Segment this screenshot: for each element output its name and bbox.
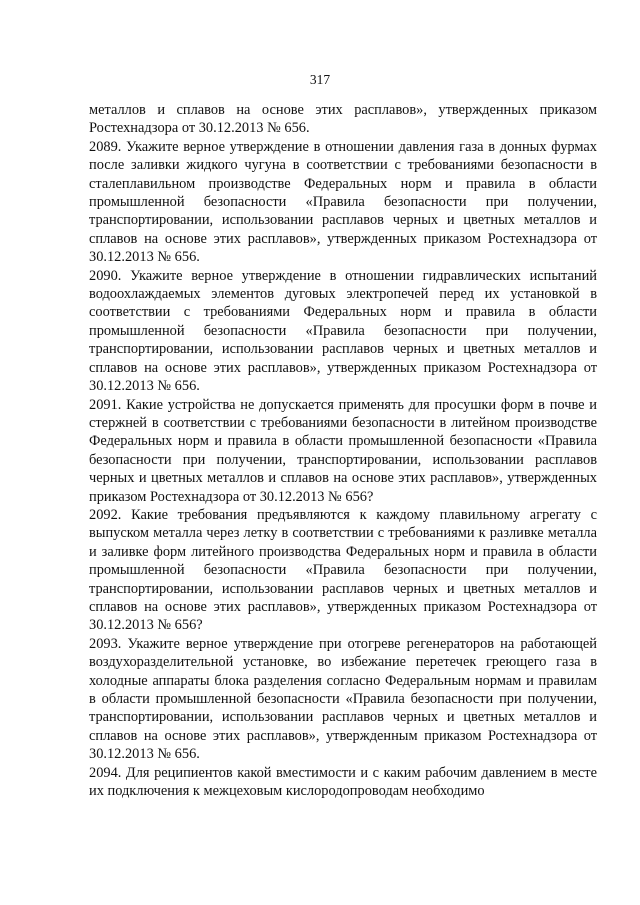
question-2089: 2089. Укажите верное утверждение в отношении давления газа в донных фурмах после заливки жидкого чугуна в соответствии с требованиями безопасности в сталеплавильном производстве Федеральных норм и правила в области промышленной безопасности «Правила безопасности при получении, транспортировании, использовании расплавов черных и цветных металлов и сплавов на основе этих расплавов», утвержденных приказом Ростехнадзора от 30.12.2013 № 656. — [89, 138, 597, 266]
question-2092: 2092. Какие требования предъявляются к каждому плавильному агрегату с выпуском металла через летку в соответствии с требованиями к разливке металла и заливке форм литейного производства Федеральных норм и правила в области промышленной безопасности «Правила безопасности при получении, транспортировании, использовании расплавов черных и цветных металлов и сплавов на основе этих расплавов», утвержденных приказом Ростехнадзора от 30.12.2013 № 656? — [89, 506, 597, 634]
question-2091: 2091. Какие устройства не допускается применять для просушки форм в почве и стержней в соответствии с требованиями безопасности в литейном производстве Федеральных норм и правила в области промышленной безопасности «Правила безопасности при получении, транспортировании, использовании расплавов черных и цветных металлов и сплавов на основе этих расплавов», утвержденных приказом Ростехнадзора от 30.12.2013 № 656? — [89, 396, 597, 505]
question-2093: 2093. Укажите верное утверждение при отогреве регенераторов на работающей воздухоразделительной установке, во избежание перетечек греющего газа в холодные аппараты блока разделения согласно Федеральным нормам и правилам в области промышленной безопасности «Правила безопасности при получении, транспортировании, использовании расплавов черных и цветных металлов и сплавов на основе этих расплавов», утвержденным приказом Ростехнадзора от 30.12.2013 № 656. — [89, 635, 597, 763]
question-2094: 2094. Для реципиентов какой вместимости и с каким рабочим давлением в месте их подключения к межцеховым кислородопроводам необходимо — [89, 764, 597, 800]
paragraph-continuation: металлов и сплавов на основе этих расплавов», утвержденных приказом Ростехнадзора от 30.12.2013 № 656. — [89, 102, 597, 137]
page-number: 317 — [309, 72, 331, 87]
document-body — [89, 101, 597, 800]
question-2090: 2090. Укажите верное утверждение в отношении гидравлических испытаний водоохлаждаемых элементов дуговых электропечей перед их установкой в соответствии с требованиями Федеральных норм и правила в области промышленной безопасности «Правила безопасности при получении, транспортировании, использовании расплавов черных и цветных металлов и сплавов на основе этих расплавов», утвержденных приказом Ростехнадзора от 30.12.2013 № 656. — [89, 267, 597, 395]
